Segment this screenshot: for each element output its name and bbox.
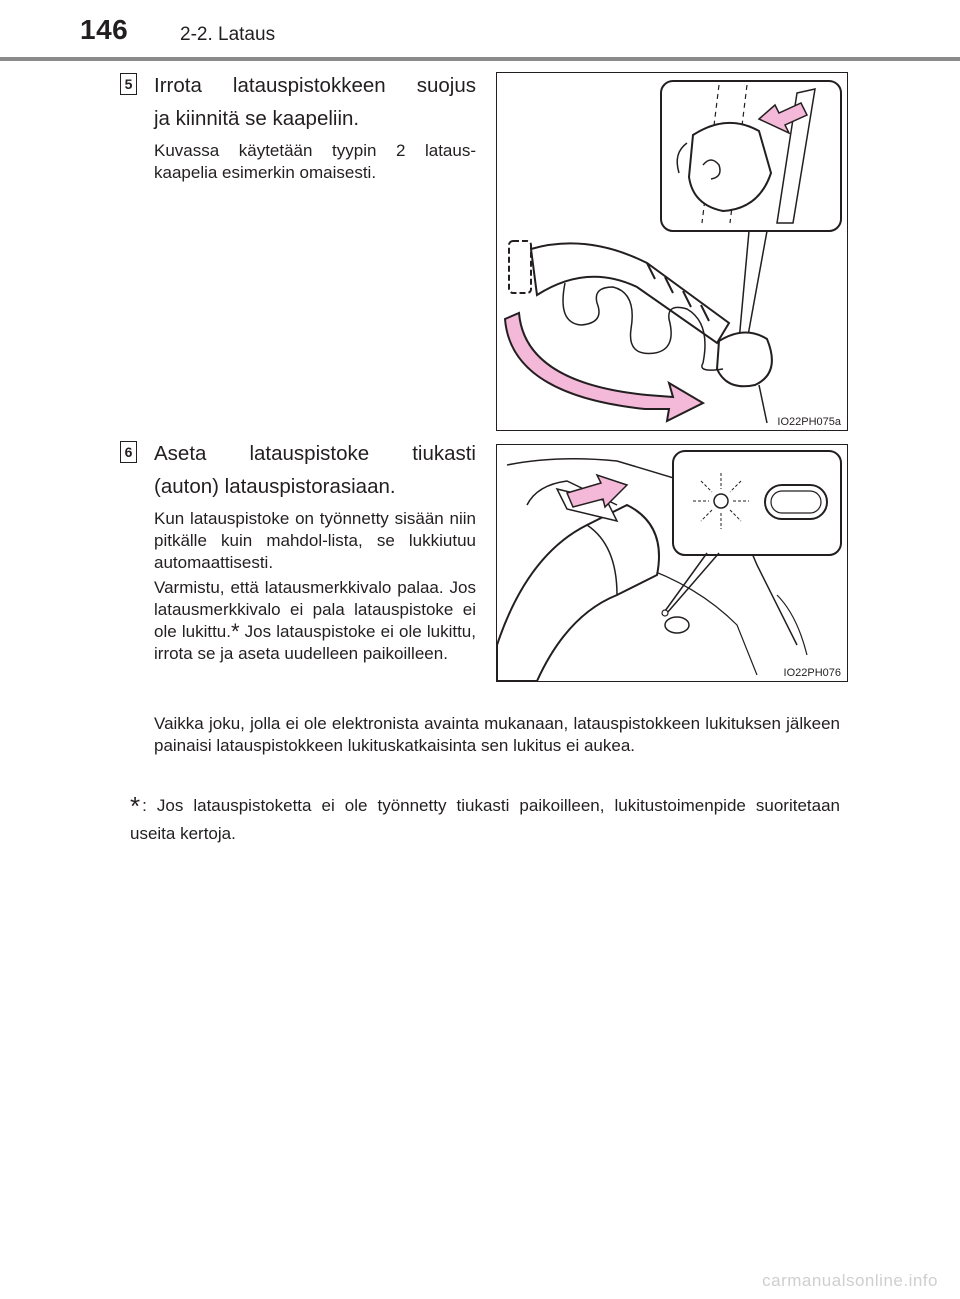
page-header: [0, 0, 960, 64]
step-5-title-line2: ja kiinnitä se kaapeliin.: [154, 107, 360, 130]
step-5-title-line1: Irrota latauspistokkeen suojus: [154, 74, 476, 97]
page-number: 146: [80, 14, 129, 45]
cable-cover-illustration: [497, 73, 847, 430]
figure-charging-cable-cover: [496, 72, 848, 431]
figure-id-label: IO22PH076: [783, 667, 841, 679]
figure-charging-inlet: [496, 444, 848, 682]
step-6-para-locks: Kun latauspistoke on työnnetty sisään niin pitkälle kuin mahdol-lista, se lukkiutuu automaattisesti.: [154, 509, 476, 572]
indicator-text-a: Varmistu, että latausmerkkivalo palaa. Jos latausmerkkivalo ei pala latauspistoke ei ole lukittu.: [154, 578, 476, 641]
charging-inlet-illustration: [497, 445, 847, 681]
step-6-para-indicator: [154, 577, 476, 665]
step-5-badge: 5: [120, 73, 137, 95]
step-6-title: [154, 437, 476, 503]
figure-id-label: IO22PH075a: [777, 416, 841, 428]
footnote: [130, 792, 840, 847]
watermark: carmanualsonline.info: [762, 1271, 938, 1290]
step-5-note: Kuvassa käytetään tyypin 2 lataus-kaapelia esimerkin omaisesti.: [154, 141, 476, 182]
step-5-title: [154, 69, 476, 135]
step-6-title-line2: (auton) latauspistorasiaan.: [154, 475, 396, 498]
section-title: 2-2. Lataus: [180, 24, 276, 45]
step-6-para-lock-note: Vaikka joku, jolla ei ole elektronista avainta mukanaan, latauspistokkeen lukituksen jälkeen painaisi latauspistokkeen lukituskatkaisinta sen lukitus ei aukea.: [154, 714, 840, 755]
indicator-text-b: Jos latauspistoke ei ole lukittu, irrota se ja aseta uudelleen paikoilleen.: [154, 622, 476, 663]
step-6-title-line1: Aseta latauspistoke tiukasti: [154, 442, 476, 465]
header-rule: [0, 57, 960, 61]
step-6-badge: 6: [120, 441, 137, 463]
footnote-text: : Jos latauspistoketta ei ole työnnetty tiukasti paikoilleen, lukitustoimenpide suoritetaan useita kertoja.: [130, 796, 840, 843]
footnote-mark: *: [130, 791, 141, 821]
footnote-ref: *: [230, 619, 240, 644]
